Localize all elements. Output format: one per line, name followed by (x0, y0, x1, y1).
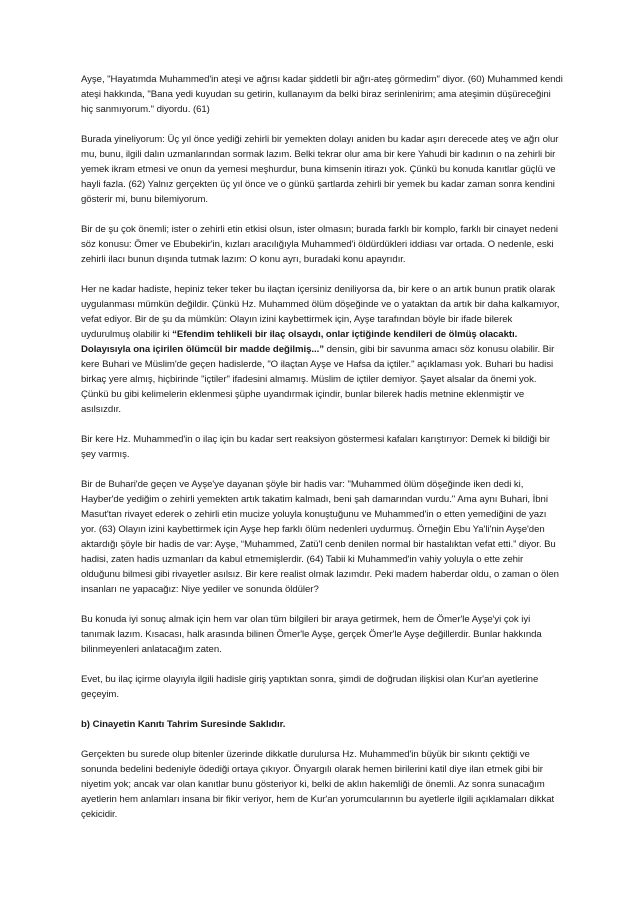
paragraph-text: Bir kere Hz. Muhammed'in o ilaç için bu kadar sert reaksiyon göstermesi kafaları karıştırıyor: Demek ki bildiği bir şey varmış. (81, 434, 551, 460)
paragraph (81, 282, 563, 417)
paragraph (81, 612, 563, 657)
paragraph (81, 222, 563, 267)
paragraph-text: densin, gibi bir savunma amacı söz konusu olabilir. Bir kere Buhari ve Müslim'de geçen hadislerde, "O ilaçtan Ayşe ve Hafsa da içtiler." açıklaması yok. Buhari bu hadisi birkaç yere almış, hiçbirinde "içtiler" ifadesini almamış. Müslim de içtiler demiyor. Şayet alsalar da önemi yok. Çünkü bu gibi kelimelerin eklenmesi şüphe uyandırmak içindir, bunlar bilerek hadis metnine eklenmiştir ve asılsızdır. (81, 344, 555, 415)
paragraph-text: Her ne kadar hadiste, hepiniz teker teker bu ilaçtan içersiniz deniliyorsa da, bir kere o an artık bunun pratik olarak uygulanması mümkün değildir. Çünkü Hz. Muhammed ölüm döşeğinde ve o yataktan da artık bir daha kalkamıyor, vefat ediyor. Bir de şu da mümkün: Olayın izini kaybettirmek için, Ayşe tarafından böyle bir ifade bilerek uydurulmuş olabilir ki (81, 284, 560, 340)
paragraph-text: Bu konuda iyi sonuç almak için hem var olan tüm bilgileri bir araya getirmek, hem de Ömer'le Ayşe'yi çok iyi tanımak lazım. Kısacası, halk arasında bilinen Ömer'le Ayşe, gerçek Ömer'le Ayşe değillerdir. Bunlar hakkında bilinmeyenleri anlatacağım zaten. (81, 614, 542, 655)
paragraph-text: Ayşe, "Hayatımda Muhammed'in ateşi ve ağrısı kadar şiddetli bir ağrı-ateş görmedim" diyor. (60) Muhammed kendi ateşi hakkında, "Bana yedi kuyudan su getirin, kullanayım da belki biraz serinlenirim; ama ateşimin düşüreceğini hiç sanmıyorum." diyordu. (61) (81, 74, 563, 115)
paragraph-text: Burada yineliyorum: Üç yıl önce yediği zehirli bir yemekten dolayı aniden bu kadar aşırı derecede ateş ve ağrı olur mu, bunu, ilgili dalın uzmanlarından sormak lazım. Belki tekrar olur ama bir kere Yahudi bir kadının o na zehirli bir yemek ikram etmesi ve onun da yemesi meşhurdur, buna kimsenin itirazı yok. Çünkü bu konuda kanıtlar güçlü ve hayli fazla. (62) Yalnız gerçekten üç yıl önce ve o günkü şartlarda zehirli bir yemek bu kadar zaman sonra kendini gösterir mi, bunu bilemiyorum. (81, 134, 559, 205)
document-body (81, 72, 563, 837)
paragraph-text: Evet, bu ilaç içirme olayıyla ilgili hadisle giriş yaptıktan sonra, şimdi de doğrudan ilişkisi olan Kur'an ayetlerine geçeyim. (81, 674, 539, 700)
section-heading (81, 717, 563, 732)
paragraph-text: Bir de şu çok önemli; ister o zehirli etin etkisi olsun, ister olmasın; burada farklı bir komplo, farklı bir cinayet nedeni söz konusu: Ömer ve Ebubekir'in, kızları aracılığıyla Muhammed'i öldürdükleri iddiası var ortada. O nedenle, eski zehirli ilacı bunun dışında tutmak lazım: O konu ayrı, buradaki konu apayrıdır. (81, 224, 558, 265)
paragraph (81, 72, 563, 117)
paragraph (81, 432, 563, 462)
paragraph-text: b) Cinayetin Kanıtı Tahrim Suresinde Saklıdır. (81, 719, 286, 730)
paragraph (81, 477, 563, 597)
bold-quote: “Efendim tehlikeli bir ilaç olsaydı, onlar içtiğinde kendileri de ölmüş olacaktı. Dolayısıyla ona içirilen ölümcül bir madde değilmiş...” (81, 329, 518, 355)
paragraph-text: Bir de Buhari'de geçen ve Ayşe'ye dayanan şöyle bir hadis var: "Muhammed ölüm döşeğinde iken dedi ki, Hayber'de yediğim o zehirli yemekten artık takatim kalmadı, beni şah damarından vurdu." Ama aynı Buhari, İbni Masut'tan rivayet ederek o zehirli etin mucize yoluyla konuştuğunu ve Muhammed'in o etten yemediğini de yazı yor. (63) Olayın izini kaybettirmek için Ayşe hep farklı ölüm nedenleri uydurmuş. Örneğin Ebu Ya'li'nin Ayşe'den aktardığı şöyle bir hadis de var: Ayşe, “Muhammed, Zatü'l cenb denilen normal bir hastalıktan vefat etti.” diyor. Bu hadisi, zaten hadis uzmanları da kabul etmemişlerdir. (64) Tabii ki Muhammed'in vahiy yoluyla o ette zehir olduğunu bilmesi gibi rivayetler asılsız. Bir kere realist olmak lazımdır. Peki madem haberdar oldu, o zaman o ölen insanları ne yapacağız: Niye yediler ve sonunda öldüler? (81, 479, 559, 595)
paragraph (81, 672, 563, 702)
paragraph (81, 747, 563, 822)
paragraph (81, 132, 563, 207)
paragraph-text: Gerçekten bu surede olup bitenler üzerinde dikkatle durulursa Hz. Muhammed'in büyük bir sıkıntı çektiği ve sonunda bedelini bedeniyle ödediği ortaya çıkıyor. Önyargılı olarak hemen birilerini katil diye ilan etmek gibi bir niyetim yok; ancak var olan kanıtlar bunu gösteriyor ki, belki de aklın hakemliği de önemli. Az sonra sunacağım ayetlerin hem anlamları insana bir fikir veriyor, hem de Kur'an yorumcularının bu ayetlerle ilgili açıklamaları dikkat çekicidir. (81, 749, 555, 820)
